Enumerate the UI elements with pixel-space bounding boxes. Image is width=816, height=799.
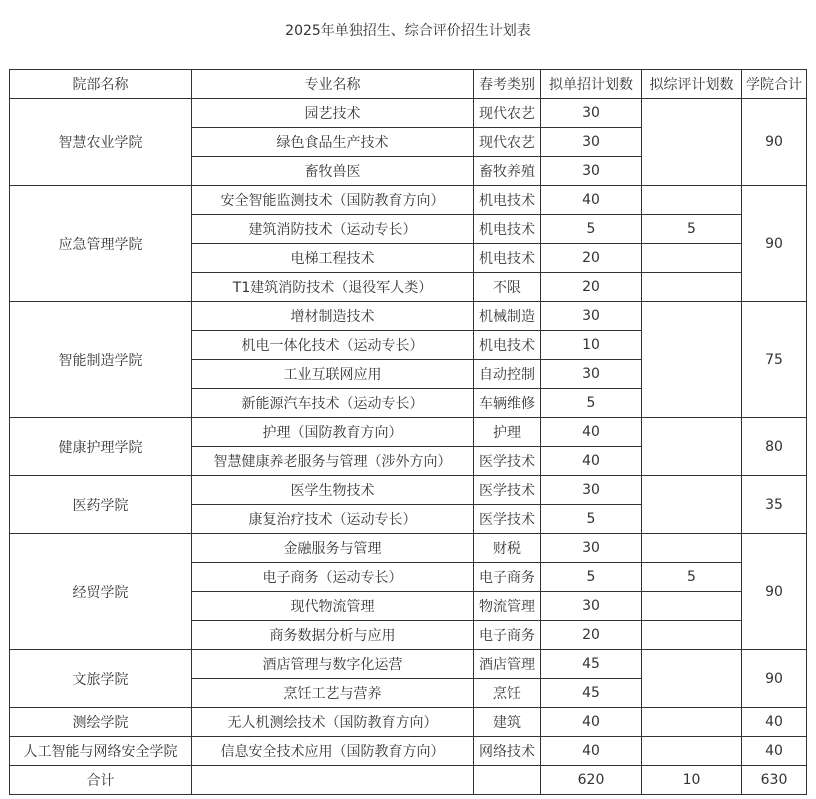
header-comprehensive-plan: 拟综评计划数: [642, 70, 742, 99]
header-major: 专业名称: [192, 70, 474, 99]
major-name: 酒店管理与数字化运营: [192, 650, 474, 679]
table-row: [10, 99, 807, 128]
single-plan-count: 30: [541, 360, 642, 389]
exam-category: 车辆维修: [474, 389, 541, 418]
major-name: 信息安全技术应用（国防教育方向）: [192, 737, 474, 766]
enrollment-plan-table: [9, 69, 807, 795]
single-plan-count: 5: [541, 215, 642, 244]
major-name: 烹饪工艺与营养: [192, 679, 474, 708]
comprehensive-plan-count: [642, 592, 742, 621]
college-name: 测绘学院: [10, 708, 192, 737]
header-category: 春考类别: [474, 70, 541, 99]
single-plan-count: 5: [541, 505, 642, 534]
exam-category: 医学技术: [474, 476, 541, 505]
summary-row: [10, 766, 807, 795]
exam-category: 自动控制: [474, 360, 541, 389]
college-total: 90: [742, 99, 807, 186]
table-row: [10, 302, 807, 331]
major-name: 电子商务（运动专长）: [192, 563, 474, 592]
major-name: 机电一体化技术（运动专长）: [192, 331, 474, 360]
comprehensive-plan-count: [642, 273, 742, 302]
header-college: 院部名称: [10, 70, 192, 99]
single-plan-count: 5: [541, 389, 642, 418]
exam-category: 机械制造: [474, 302, 541, 331]
exam-category: 建筑: [474, 708, 541, 737]
major-name: 现代物流管理: [192, 592, 474, 621]
exam-category: 畜牧养殖: [474, 157, 541, 186]
major-name: 工业互联网应用: [192, 360, 474, 389]
college-total: 90: [742, 650, 807, 708]
college-name: 医药学院: [10, 476, 192, 534]
comprehensive-plan-count: [642, 534, 742, 563]
table-row: [10, 708, 807, 737]
table-body: [10, 99, 807, 766]
major-name: 电梯工程技术: [192, 244, 474, 273]
comprehensive-plan-count: [642, 186, 742, 215]
header-single-plan: 拟单招计划数: [541, 70, 642, 99]
comprehensive-plan-count: [642, 650, 742, 708]
exam-category: 护理: [474, 418, 541, 447]
college-total: 35: [742, 476, 807, 534]
comprehensive-plan-count: [642, 708, 742, 737]
summary-category: [474, 766, 541, 795]
single-plan-count: 30: [541, 476, 642, 505]
college-total: 90: [742, 186, 807, 302]
major-name: 金融服务与管理: [192, 534, 474, 563]
single-plan-count: 40: [541, 737, 642, 766]
single-plan-count: 30: [541, 534, 642, 563]
college-total: 90: [742, 534, 807, 650]
table-row: [10, 534, 807, 563]
single-plan-count: 30: [541, 592, 642, 621]
college-name: 经贸学院: [10, 534, 192, 650]
college-name: 智能制造学院: [10, 302, 192, 418]
college-total: 75: [742, 302, 807, 418]
comprehensive-plan-count: [642, 244, 742, 273]
exam-category: 电子商务: [474, 563, 541, 592]
single-plan-count: 30: [541, 99, 642, 128]
exam-category: 机电技术: [474, 331, 541, 360]
major-name: 安全智能监测技术（国防教育方向）: [192, 186, 474, 215]
exam-category: 烹饪: [474, 679, 541, 708]
summary-comprehensive: 10: [642, 766, 742, 795]
major-name: 畜牧兽医: [192, 157, 474, 186]
exam-category: 机电技术: [474, 215, 541, 244]
single-plan-count: 30: [541, 128, 642, 157]
major-name: 增材制造技术: [192, 302, 474, 331]
comprehensive-plan-count: 5: [642, 563, 742, 592]
college-total: 40: [742, 708, 807, 737]
single-plan-count: 40: [541, 708, 642, 737]
college-total: 80: [742, 418, 807, 476]
table-row: [10, 186, 807, 215]
comprehensive-plan-count: [642, 737, 742, 766]
exam-category: 医学技术: [474, 447, 541, 476]
major-name: T1建筑消防技术（退役军人类）: [192, 273, 474, 302]
college-name: 文旅学院: [10, 650, 192, 708]
summary-total: 630: [742, 766, 807, 795]
major-name: 园艺技术: [192, 99, 474, 128]
single-plan-count: 40: [541, 418, 642, 447]
exam-category: 医学技术: [474, 505, 541, 534]
summary-major: [192, 766, 474, 795]
single-plan-count: 20: [541, 621, 642, 650]
exam-category: 不限: [474, 273, 541, 302]
table-row: [10, 650, 807, 679]
page-title: 2025年单独招生、综合评价招生计划表: [285, 23, 531, 39]
exam-category: 财税: [474, 534, 541, 563]
single-plan-count: 40: [541, 447, 642, 476]
exam-category: 现代农艺: [474, 128, 541, 157]
college-name: 智慧农业学院: [10, 99, 192, 186]
major-name: 新能源汽车技术（运动专长）: [192, 389, 474, 418]
exam-category: 酒店管理: [474, 650, 541, 679]
single-plan-count: 30: [541, 302, 642, 331]
major-name: 智慧健康养老服务与管理（涉外方向）: [192, 447, 474, 476]
single-plan-count: 40: [541, 186, 642, 215]
summary-label: 合计: [10, 766, 192, 795]
major-name: 医学生物技术: [192, 476, 474, 505]
exam-category: 电子商务: [474, 621, 541, 650]
table-row: [10, 476, 807, 505]
exam-category: 物流管理: [474, 592, 541, 621]
summary-single: 620: [541, 766, 642, 795]
college-total: 40: [742, 737, 807, 766]
major-name: 康复治疗技术（运动专长）: [192, 505, 474, 534]
comprehensive-plan-count: [642, 621, 742, 650]
exam-category: 网络技术: [474, 737, 541, 766]
comprehensive-plan-count: [642, 418, 742, 476]
exam-category: 机电技术: [474, 244, 541, 273]
comprehensive-plan-count: 5: [642, 215, 742, 244]
comprehensive-plan-count: [642, 476, 742, 534]
comprehensive-plan-count: [642, 99, 742, 186]
single-plan-count: 10: [541, 331, 642, 360]
major-name: 绿色食品生产技术: [192, 128, 474, 157]
single-plan-count: 45: [541, 679, 642, 708]
exam-category: 现代农艺: [474, 99, 541, 128]
single-plan-count: 30: [541, 157, 642, 186]
major-name: 无人机测绘技术（国防教育方向）: [192, 708, 474, 737]
table-row: [10, 737, 807, 766]
exam-category: 机电技术: [474, 186, 541, 215]
header-college-total: 学院合计: [742, 70, 807, 99]
table-row: [10, 418, 807, 447]
single-plan-count: 20: [541, 273, 642, 302]
major-name: 商务数据分析与应用: [192, 621, 474, 650]
comprehensive-plan-count: [642, 302, 742, 418]
major-name: 护理（国防教育方向）: [192, 418, 474, 447]
single-plan-count: 20: [541, 244, 642, 273]
single-plan-count: 5: [541, 563, 642, 592]
college-name: 健康护理学院: [10, 418, 192, 476]
major-name: 建筑消防技术（运动专长）: [192, 215, 474, 244]
college-name: 人工智能与网络安全学院: [10, 737, 192, 766]
table-header-row: [10, 70, 807, 99]
single-plan-count: 45: [541, 650, 642, 679]
college-name: 应急管理学院: [10, 186, 192, 302]
